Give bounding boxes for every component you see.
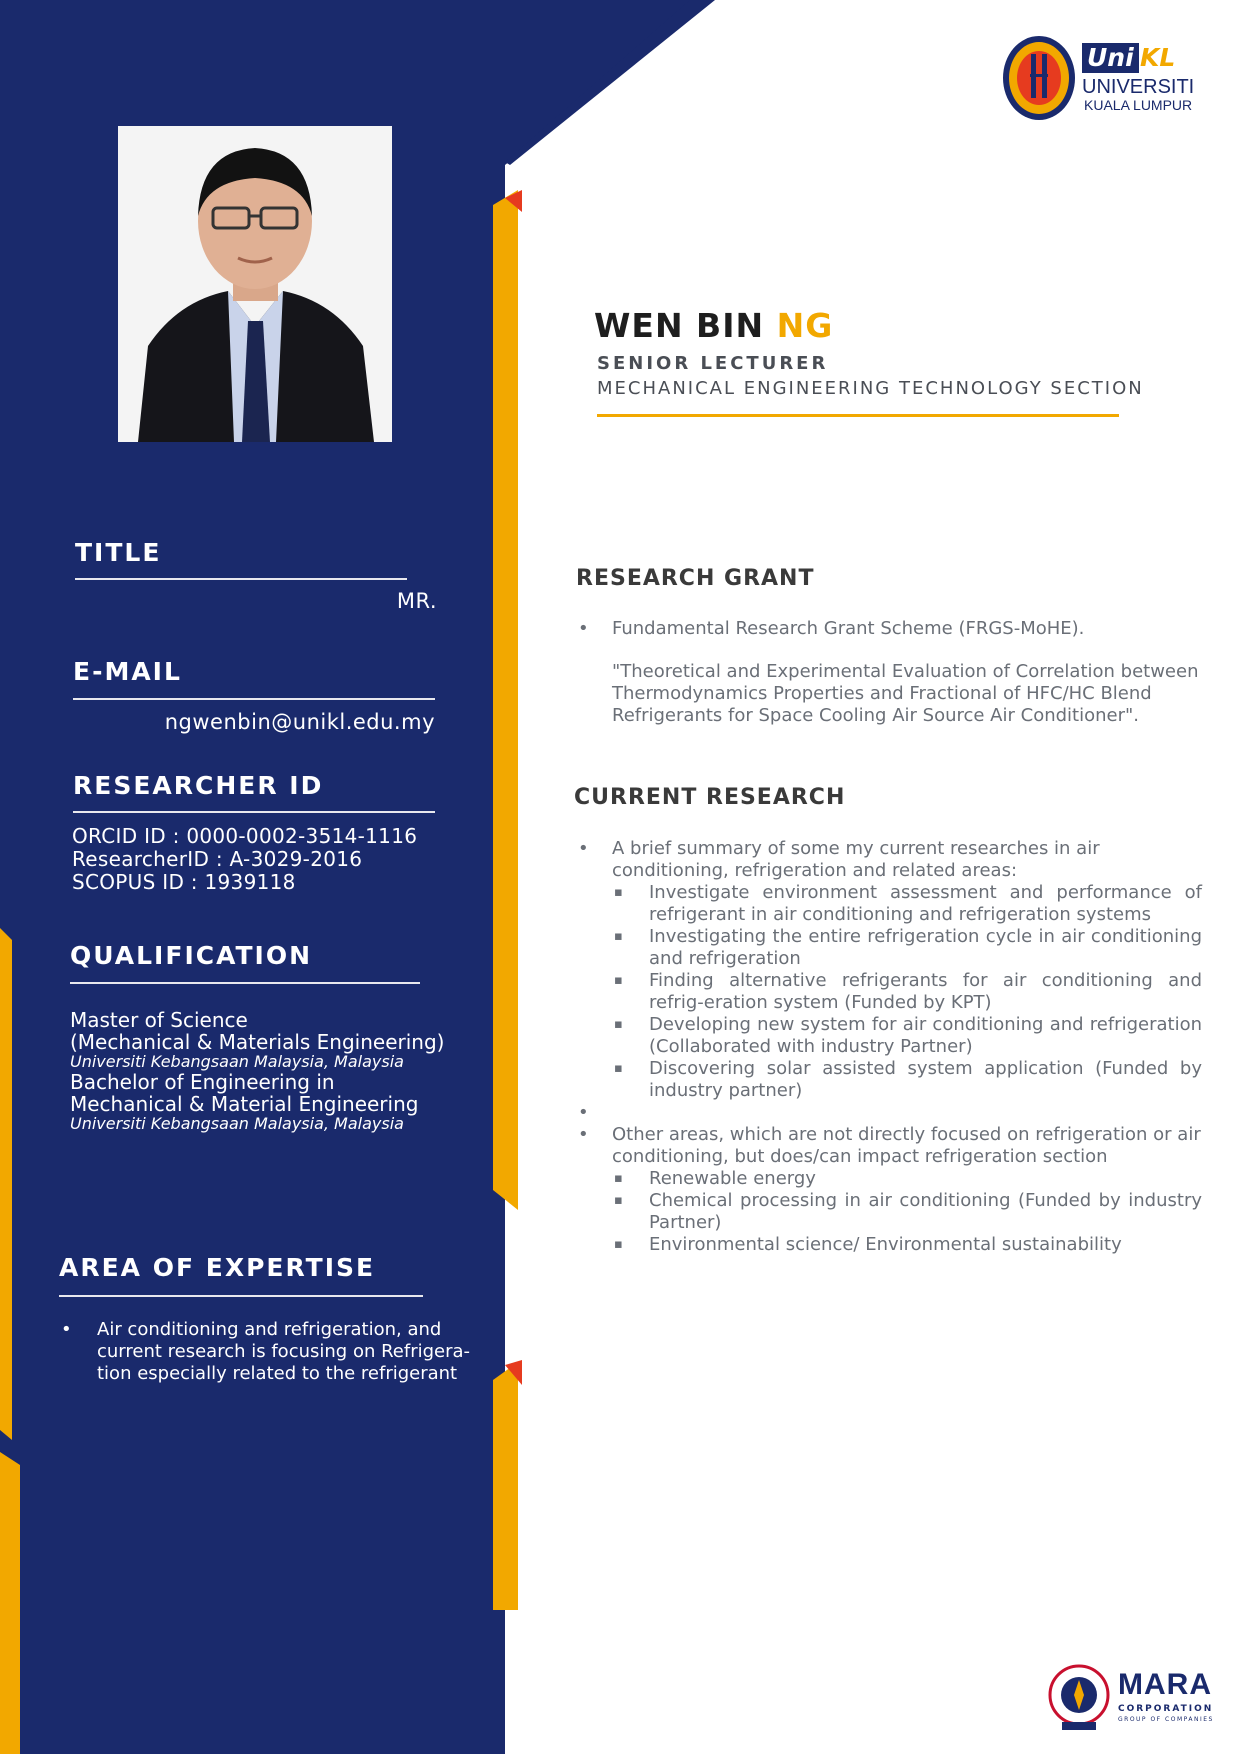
mara-seal-icon xyxy=(1048,1662,1110,1732)
name-underline xyxy=(597,414,1119,417)
researcherid: ResearcherID : A-3029-2016 xyxy=(72,847,363,871)
title-heading: TITLE xyxy=(75,538,162,567)
unikl-wordmark xyxy=(1082,43,1202,73)
list-item: ▪ Investigate environment assessment and performance of refrigerant in air conditioning and refrigeration systems xyxy=(612,882,1202,926)
mara-logo xyxy=(1048,1660,1220,1740)
institution: Universiti Kebangsaan Malaysia, Malaysia xyxy=(70,1052,404,1071)
qualification-rule xyxy=(70,982,420,984)
unikl-line1: UNIVERSITI xyxy=(1082,76,1195,98)
person-photo-icon xyxy=(118,126,392,442)
institution: Universiti Kebangsaan Malaysia, Malaysia xyxy=(70,1114,404,1133)
unikl-line2: KUALA LUMPUR xyxy=(1084,97,1193,113)
grant-scheme: Fundamental Research Grant Scheme (FRGS-MoHE). xyxy=(612,618,1085,639)
researcher-id-rule xyxy=(73,811,435,813)
list-item: ▪ Chemical processing in air conditioning (Funded by industry Partner) xyxy=(612,1190,1202,1234)
gold-strip-upper xyxy=(493,190,518,1210)
researcher-id-list xyxy=(72,825,417,894)
gold-strip-lower xyxy=(493,1362,518,1610)
unikl-kl: KL xyxy=(1140,43,1176,72)
first-name: WEN BIN xyxy=(594,306,765,345)
research-group xyxy=(574,838,1202,1102)
profile-name xyxy=(594,306,833,345)
degree-line: (Mechanical & Materials Engineering) xyxy=(70,1030,445,1054)
research-items xyxy=(612,1168,1202,1256)
degree-line: Mechanical & Material Engineering xyxy=(70,1092,419,1116)
list-item: ▪ Discovering solar assisted system application (Funded by industry partner) xyxy=(612,1058,1202,1102)
qualification-heading: QUALIFICATION xyxy=(70,941,313,970)
title-value: MR. xyxy=(396,589,437,613)
research-items xyxy=(612,882,1202,1102)
grant-list xyxy=(574,618,1202,640)
expertise-heading: AREA OF EXPERTISE xyxy=(59,1253,376,1282)
degree-line: Bachelor of Engineering in xyxy=(70,1070,335,1094)
qualification-list xyxy=(70,1009,490,1133)
degree-line: Master of Science xyxy=(70,1008,248,1032)
expertise-list xyxy=(59,1319,473,1385)
orcid-id: ORCID ID : 0000-0002-3514-1116 xyxy=(72,824,418,848)
email-heading: E-MAIL xyxy=(73,657,182,686)
research-grant-heading: RESEARCH GRANT xyxy=(576,566,815,591)
current-research-heading: CURRENT RESEARCH xyxy=(574,785,846,810)
gold-strip-left xyxy=(0,928,12,1440)
unikl-seal-icon xyxy=(1000,34,1078,122)
expertise-rule xyxy=(59,1295,423,1297)
position-title: SENIOR LECTURER xyxy=(597,353,829,374)
title-rule xyxy=(75,578,407,580)
department: MECHANICAL ENGINEERING TECHNOLOGY SECTION xyxy=(597,378,1144,399)
current-research-content xyxy=(574,838,1202,1256)
profile-photo xyxy=(118,126,392,442)
expertise-item: Air conditioning and refrigeration, and current research is focusing on Refrigera-tion especially related to the refrigerant xyxy=(97,1319,471,1384)
qualification-master xyxy=(70,1009,490,1071)
gold-strip-left-lower xyxy=(0,1452,20,1754)
bullet: • xyxy=(61,1319,72,1340)
list-item: ▪ Environmental science/ Environmental sustainability xyxy=(612,1234,1202,1256)
mara-wordmark: MARA xyxy=(1118,1668,1212,1701)
mara-corp: CORPORATION xyxy=(1118,1704,1214,1714)
spacer xyxy=(574,1102,1202,1124)
list-item: ▪ Renewable energy xyxy=(612,1168,1202,1190)
research-group xyxy=(574,1124,1202,1256)
research-intro: • Other areas, which are not directly focused on refrigeration or air conditioning, but does/can impact refrigeration section xyxy=(612,1124,1201,1167)
qualification-bachelor xyxy=(70,1071,490,1133)
research-grant-content xyxy=(574,618,1202,727)
scopus-id: SCOPUS ID : 1939118 xyxy=(72,870,296,894)
list-item: ▪ Developing new system for air conditioning and refrigeration (Collaborated with industry Partner) xyxy=(612,1014,1202,1058)
list-item xyxy=(59,1319,473,1385)
research-intro: • A brief summary of some my current researches in air conditioning, refrigeration and related areas: xyxy=(612,838,1100,881)
last-name: NG xyxy=(776,306,834,345)
list-item: ▪ Finding alternative refrigerants for air conditioning and refrig-eration system (Funded by KPT) xyxy=(612,970,1202,1014)
unikl-logo xyxy=(1000,34,1200,124)
email-rule xyxy=(73,698,435,700)
list-item: ▪ Investigating the entire refrigeration cycle in air conditioning and refrigeration xyxy=(612,926,1202,970)
research-group-list xyxy=(574,838,1202,1256)
unikl-uni: Uni xyxy=(1082,43,1139,73)
researcher-id-heading: RESEARCHER ID xyxy=(73,771,324,800)
grant-project: "Theoretical and Experimental Evaluation of Correlation between Thermodynamics Properties and Fractional of HFC/HC Blend Refrigerants for Space Cooling Air Source Air Conditioner". xyxy=(612,661,1199,726)
mara-group: GROUP OF COMPANIES xyxy=(1118,1716,1214,1723)
list-item xyxy=(574,618,1202,640)
email-value[interactable]: ngwenbin@unikl.edu.my xyxy=(164,710,435,734)
